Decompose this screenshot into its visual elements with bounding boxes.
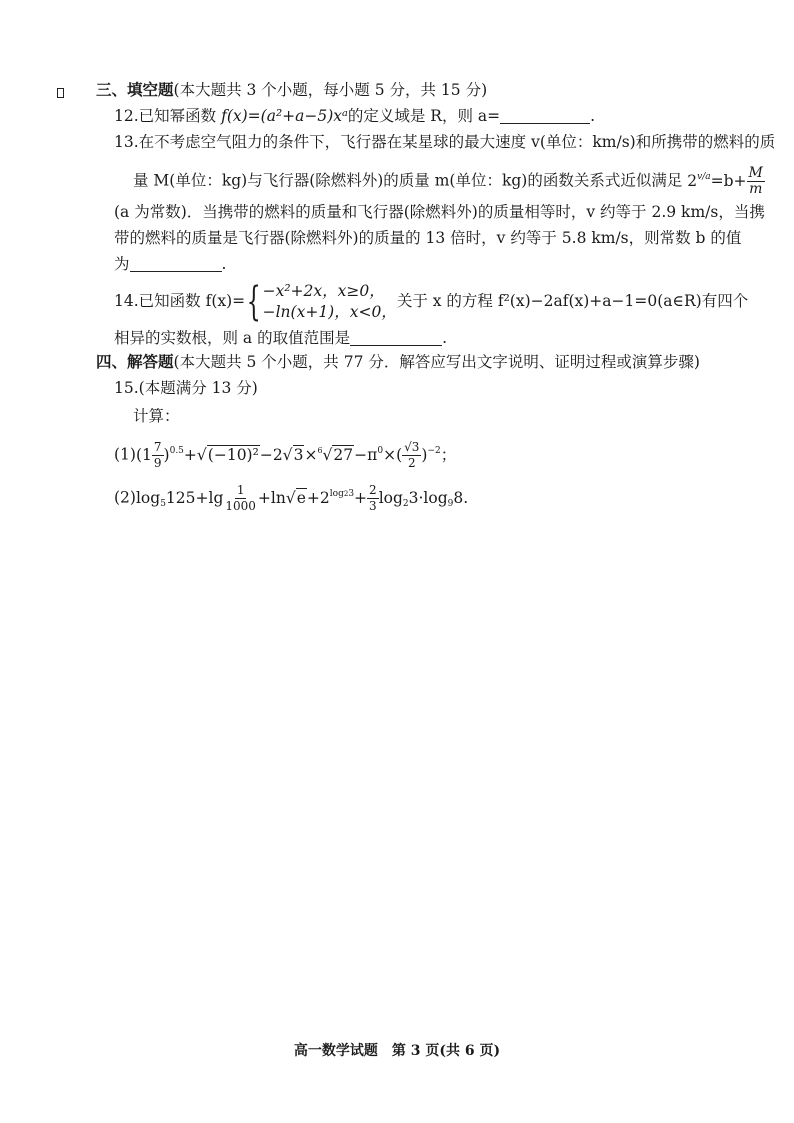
q15-part-1	[114, 440, 456, 471]
q14-case-2: −ln(x+1)，x<0，	[262, 303, 397, 321]
section-3-title: 三、填空题	[96, 80, 174, 99]
q15-part-2	[114, 483, 468, 514]
q15-p1-expression: (1 $\frac{7}{9}$ )$^{0.5}+√(-10)^2-2√3\times^6√27-\pi^0\times$( $\frac{√3}{2}$ )$^{-2}$；	[135, 440, 457, 470]
q15-score: (本题满分 13 分)	[138, 379, 258, 397]
q14-end: .	[442, 329, 448, 347]
question-13-line-3	[114, 202, 765, 222]
q13-fraction: $\frac{M}{m}$	[748, 165, 763, 197]
q12-answer-blank[interactable]	[500, 108, 590, 124]
q13-line-3: (a 为常数)．当携带的燃料的质量和飞行器(除燃料外)的质量相等时，v 约等于 2.9 km/s，当携	[114, 203, 765, 221]
question-13-line-4	[114, 228, 741, 248]
q14-answer-blank[interactable]	[350, 330, 442, 346]
q12-text-a: 已知幂函数	[138, 107, 217, 125]
q15-p1-label: (1)	[114, 445, 136, 464]
q14-case-1: −x²+2x，x≥0，	[262, 282, 385, 300]
section-4-title: 四、解答题	[96, 352, 174, 371]
q13-line-5: 为	[114, 255, 130, 273]
question-15-header	[114, 378, 258, 398]
q12-text-b: 的定义域是 R，则 a=	[347, 107, 501, 125]
question-12	[114, 106, 595, 126]
q13-line-4: 带的燃料的质量是飞行器(除燃料外)的质量的 13 倍时，v 约等于 5.8 km/s，则常数 b 的值	[114, 229, 742, 247]
q14-text-b: 关于 x 的方程 f²(x)−2af(x)+a−1=0(a∈R)有四个	[396, 292, 749, 310]
piecewise-brace: {	[246, 279, 261, 325]
question-13-line-5	[114, 254, 226, 274]
q13-number: 13.	[114, 133, 139, 151]
q15-p2-expression: $\log_5125+\lg$ $\frac{1}{1000}$ $+\ln√e+2^{log23}+$ $\frac{2}{3}$ $\log_23\cdot\log_98$.	[135, 483, 469, 513]
section-3-header	[96, 80, 487, 100]
q13-line-2: 量 M(单位：kg)与飞行器(除燃料外)的质量 m(单位：kg)的函数关系式近似满足	[133, 171, 683, 190]
section-3-note: (本大题共 3 个小题，每小题 5 分，共 15 分)	[173, 81, 488, 99]
q13-formula: $2^{v/a}=b+$ $\frac{M}{m}$	[687, 165, 763, 197]
q15-p2-label: (2)	[114, 488, 136, 507]
q12-function: f(x)=(a²+a−5)xᵃ	[221, 107, 348, 125]
q14-number: 14.	[114, 292, 139, 310]
q15-instruction: 计算：	[133, 407, 180, 425]
q12-end: .	[590, 107, 596, 125]
section-4-note: (本大题共 5 个小题，共 77 分．解答应写出文字说明、证明过程或演算步骤)	[173, 353, 700, 371]
question-13-line-2	[133, 166, 765, 197]
margin-mark	[57, 88, 64, 98]
question-14-line-1	[114, 280, 748, 323]
q14-line-2: 相异的实数根，则 a 的取值范围是	[114, 329, 351, 347]
question-13-line-1	[114, 132, 775, 152]
question-14-line-2	[114, 328, 447, 348]
q13-answer-blank[interactable]	[130, 256, 222, 272]
q15-number: 15.	[114, 379, 139, 397]
q14-cases	[263, 281, 397, 323]
q12-number: 12.	[114, 107, 139, 125]
q13-end: .	[221, 255, 227, 273]
page-footer: 高一数学试题 第 3 页(共 6 页)	[293, 1043, 501, 1059]
section-4-header	[96, 352, 700, 372]
q13-line-1: 在不考虑空气阻力的条件下，飞行器在某星球的最大速度 v(单位：km/s)和所携带的燃料的质	[138, 133, 776, 151]
q14-text-a: 已知函数 f(x)=	[138, 292, 246, 310]
